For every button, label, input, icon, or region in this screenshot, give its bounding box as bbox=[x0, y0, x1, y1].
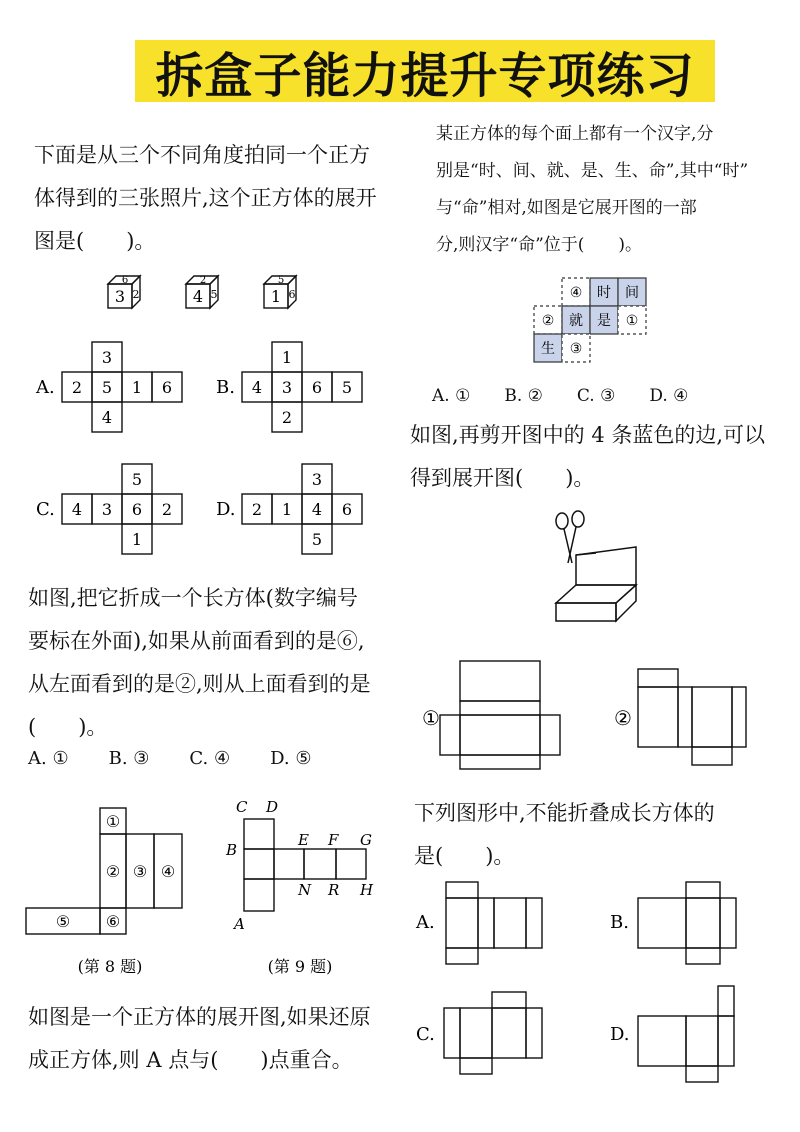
net-row-number: 3 bbox=[101, 500, 113, 519]
net-row-number: 4 bbox=[71, 500, 83, 519]
fig9-label-e: E bbox=[298, 831, 309, 849]
option-net-c bbox=[36, 464, 182, 554]
option-net-b bbox=[216, 342, 362, 432]
net-bottom-number: 1 bbox=[131, 530, 143, 549]
q1-option-label-b[interactable]: B. bbox=[216, 377, 235, 398]
q2-text bbox=[436, 116, 786, 264]
net-row-number: 4 bbox=[311, 500, 323, 519]
q5-option-d[interactable]: D. bbox=[610, 1024, 630, 1045]
q5-net-c bbox=[444, 992, 542, 1074]
net-row-number: 2 bbox=[71, 378, 83, 397]
fig8-cell-2: ② bbox=[105, 862, 121, 881]
cube-2-side: 5 bbox=[210, 288, 218, 301]
q2-line: 分,则汉字“命”位于( )。 bbox=[436, 235, 643, 255]
q2-cell: ① bbox=[625, 313, 639, 329]
figure-8 bbox=[20, 800, 200, 990]
net-row-number: 6 bbox=[161, 378, 173, 397]
q5-net-a bbox=[446, 882, 542, 964]
net-row-number: 4 bbox=[251, 378, 263, 397]
fig8-cell-6: ⑥ bbox=[105, 912, 121, 931]
q1-text bbox=[34, 134, 404, 263]
net-top-number: 5 bbox=[131, 470, 143, 489]
q5-net-d bbox=[638, 986, 734, 1082]
cube-2-top: 2 bbox=[199, 275, 207, 286]
fig9-label-a: A bbox=[234, 915, 245, 933]
fig8-cell-5: ⑤ bbox=[55, 912, 71, 931]
option-net-d bbox=[216, 464, 362, 554]
q6-line: 成正方体,则 A 点与( )点重合。 bbox=[28, 1048, 353, 1072]
q4-text bbox=[28, 577, 408, 749]
q1-line: 图是( )。 bbox=[34, 229, 156, 253]
q3-nets bbox=[408, 655, 793, 775]
q3-net-1 bbox=[440, 661, 560, 769]
fig8-cell-3: ③ bbox=[132, 862, 148, 881]
q5-option-b[interactable]: B. bbox=[610, 912, 629, 933]
q3-net-2 bbox=[638, 669, 746, 765]
net-row-number: 6 bbox=[311, 378, 323, 397]
q5-text bbox=[414, 792, 794, 878]
cube-1-side: 2 bbox=[132, 288, 140, 301]
q4-options bbox=[28, 748, 408, 769]
fig9-label-f: F bbox=[328, 831, 339, 849]
q1-figures bbox=[20, 262, 400, 562]
q2-cell: 间 bbox=[625, 285, 639, 301]
q4-option-b[interactable]: B. ③ bbox=[108, 748, 150, 769]
q2-cell: ③ bbox=[569, 341, 583, 357]
q2-line: 与“命”相对,如图是它展开图的一部 bbox=[436, 198, 697, 218]
q3-line: 如图,再剪开图中的 4 条蓝色的边,可以 bbox=[410, 423, 766, 447]
q1-option-label-d[interactable]: D. bbox=[216, 499, 236, 520]
q2-cell: 是 bbox=[597, 313, 611, 329]
q2-option-a[interactable]: A. ① bbox=[432, 386, 471, 406]
cube-3-side: 6 bbox=[288, 288, 296, 301]
q4-line: ( )。 bbox=[28, 715, 108, 739]
net-row-number: 6 bbox=[131, 500, 143, 519]
q5-nets bbox=[410, 870, 795, 1100]
net-bottom-number: 4 bbox=[101, 408, 113, 427]
q3-box-figure bbox=[540, 505, 650, 635]
q2-option-d[interactable]: D. ④ bbox=[649, 386, 689, 406]
net-row-number: 5 bbox=[101, 378, 113, 397]
fig9-label-n: N bbox=[298, 881, 312, 899]
q1-option-label-c[interactable]: C. bbox=[36, 499, 55, 520]
q2-cell: 生 bbox=[541, 341, 555, 357]
q6-line: 如图是一个正方体的展开图,如果还原 bbox=[28, 1005, 371, 1029]
net-row-number: 2 bbox=[251, 500, 263, 519]
cube-3-front: 1 bbox=[270, 287, 282, 306]
cube-1-front: 3 bbox=[114, 287, 126, 306]
net-row-number: 1 bbox=[281, 500, 293, 519]
fig9-label-h: H bbox=[360, 881, 374, 899]
q3-text bbox=[410, 414, 795, 500]
q1-option-label-a[interactable]: A. bbox=[36, 377, 55, 398]
figure-9 bbox=[220, 795, 400, 985]
page-title: 拆盒子能力提升专项练习 bbox=[135, 40, 715, 102]
q5-net-b bbox=[638, 882, 736, 964]
q4-option-c[interactable]: C. ④ bbox=[189, 748, 231, 769]
fig9-label-c: C bbox=[236, 798, 248, 816]
q3-label-2: ② bbox=[614, 706, 632, 730]
net-bottom-number: 2 bbox=[281, 408, 293, 427]
net-top-number: 1 bbox=[281, 348, 293, 367]
q4-line: 如图,把它折成一个长方体(数字编号 bbox=[28, 586, 358, 610]
net-bottom-number: 5 bbox=[311, 530, 323, 549]
net-row-number: 5 bbox=[341, 378, 353, 397]
fig8-cell-1: ① bbox=[105, 812, 121, 831]
q1-line: 体得到的三张照片,这个正方体的展开 bbox=[34, 186, 377, 210]
q5-line: 是( )。 bbox=[414, 844, 515, 868]
q4-line: 要标在外面),如果从前面看到的是⑥, bbox=[28, 629, 365, 653]
net-row-number: 6 bbox=[341, 500, 353, 519]
cube-2-front: 4 bbox=[192, 287, 204, 306]
q2-options bbox=[432, 386, 792, 406]
q1-line: 下面是从三个不同角度拍同一个正方 bbox=[34, 143, 370, 167]
q2-option-b[interactable]: B. ② bbox=[504, 386, 543, 406]
net-row-number: 2 bbox=[161, 500, 173, 519]
fig9-label-r: R bbox=[328, 881, 340, 899]
fig9-label-b: B bbox=[226, 841, 238, 859]
q5-option-c[interactable]: C. bbox=[416, 1024, 435, 1045]
q2-net bbox=[520, 270, 660, 370]
q6-text bbox=[28, 996, 408, 1082]
q2-line: 别是“时、间、就、是、生、命”,其中“时” bbox=[436, 161, 749, 181]
net-top-number: 3 bbox=[311, 470, 323, 489]
q4-option-d[interactable]: D. ⑤ bbox=[270, 748, 312, 769]
q2-option-c[interactable]: C. ③ bbox=[576, 386, 616, 406]
q4-option-a[interactable]: A. ① bbox=[28, 748, 69, 769]
q2-cell: ④ bbox=[569, 285, 583, 301]
fig8-cell-4: ④ bbox=[160, 862, 176, 881]
net-top-number: 3 bbox=[101, 348, 113, 367]
q5-line: 下列图形中,不能折叠成长方体的 bbox=[414, 801, 715, 825]
q2-cell: 就 bbox=[569, 313, 583, 329]
q3-label-1: ① bbox=[422, 706, 440, 730]
fig9-caption: (第 9 题) bbox=[267, 957, 333, 976]
q2-cell: ② bbox=[541, 313, 555, 329]
fig9-label-d: D bbox=[266, 798, 279, 816]
cube-3-top: 5 bbox=[277, 275, 285, 286]
q2-line: 某正方体的每个面上都有一个汉字,分 bbox=[436, 124, 714, 144]
net-row-number: 3 bbox=[281, 378, 293, 397]
q4-line: 从左面看到的是②,则从上面看到的是 bbox=[28, 672, 371, 696]
option-net-a bbox=[35, 342, 182, 432]
net-row-number: 1 bbox=[131, 378, 143, 397]
fig8-caption: (第 8 题) bbox=[77, 957, 143, 976]
fig9-label-g: G bbox=[360, 831, 372, 849]
q5-option-a[interactable]: A. bbox=[416, 912, 435, 933]
cube-1-top: 6 bbox=[121, 275, 129, 286]
q2-cell: 时 bbox=[597, 285, 611, 301]
q3-line: 得到展开图( )。 bbox=[410, 466, 595, 490]
